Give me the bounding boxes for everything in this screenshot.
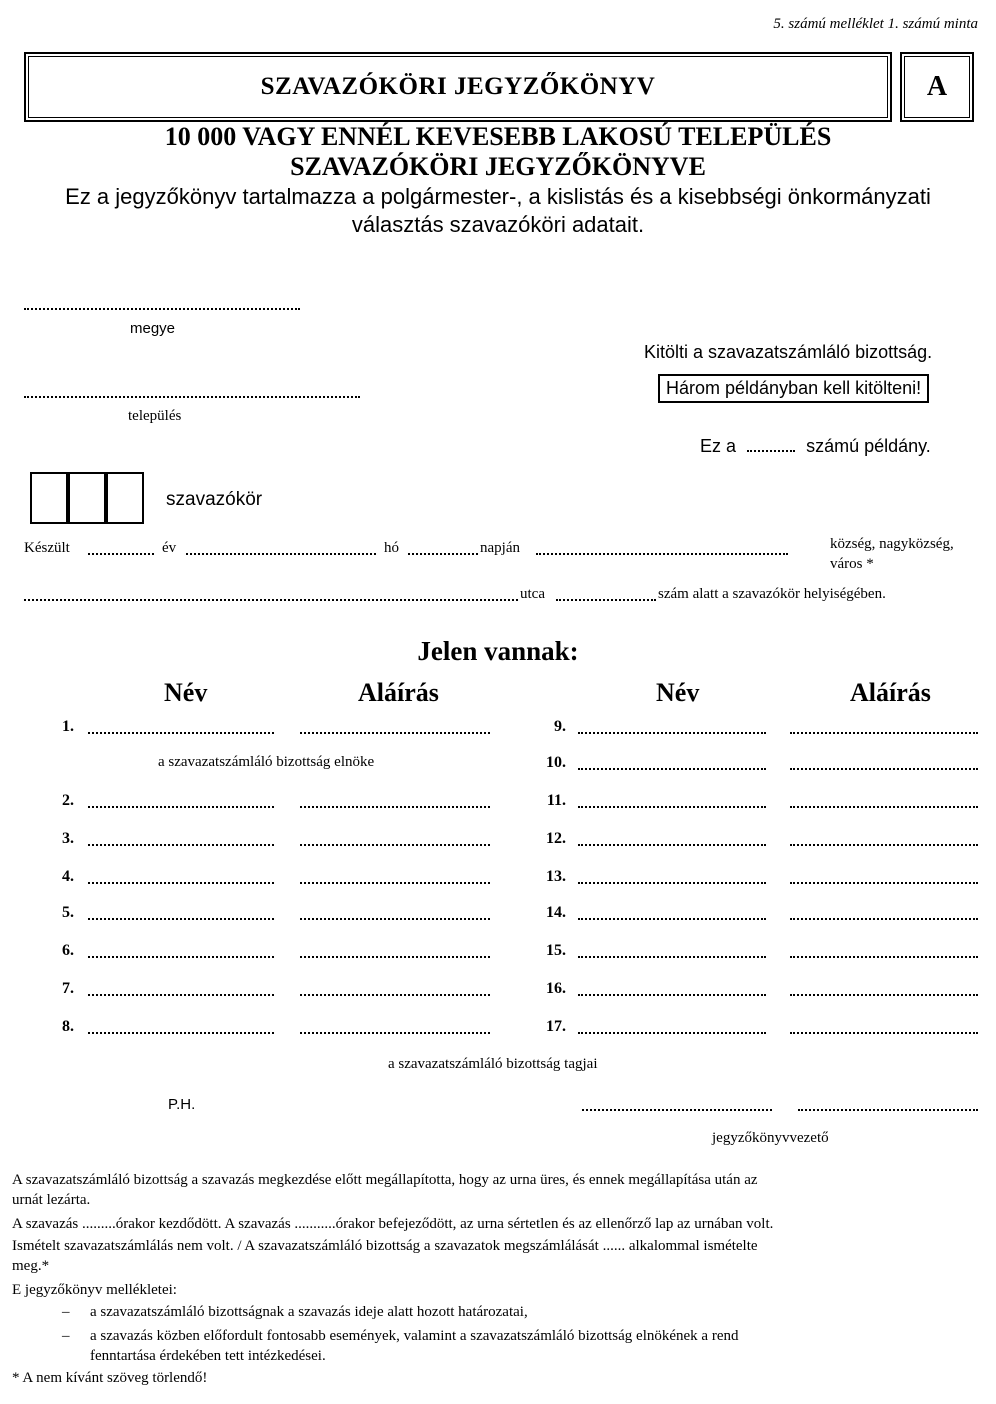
footnote: * A nem kívánt szöveg törlendő! bbox=[12, 1370, 208, 1386]
year-field[interactable] bbox=[88, 553, 154, 555]
recorder-caption: jegyzőkönyvvezető bbox=[712, 1130, 829, 1146]
house-number-field[interactable] bbox=[556, 599, 656, 601]
precinct-digit-3[interactable] bbox=[106, 472, 144, 524]
members-caption: a szavazatszámláló bizottság tagjai bbox=[388, 1056, 598, 1072]
member-name-field[interactable] bbox=[88, 844, 274, 846]
row-number: 9. bbox=[554, 718, 566, 735]
three-copies-note: Három példányban kell kitölteni! bbox=[658, 374, 929, 403]
subtitle-line-2: SZAVAZÓKÖRI JEGYZŐKÖNYVE bbox=[290, 152, 706, 181]
member-signature-field[interactable] bbox=[790, 918, 978, 920]
form-title: SZAVAZÓKÖRI JEGYZŐKÖNYV bbox=[24, 52, 892, 122]
attachment-dash-2: – bbox=[62, 1328, 70, 1344]
member-signature-field[interactable] bbox=[300, 1032, 490, 1034]
member-signature-field[interactable] bbox=[790, 1032, 978, 1034]
recorder-signature-field[interactable] bbox=[798, 1109, 978, 1111]
annex-note: 5. számú melléklet 1. számú minta bbox=[773, 16, 978, 32]
member-name-field[interactable] bbox=[88, 956, 274, 958]
precinct-digit-2[interactable] bbox=[68, 472, 106, 524]
street-field[interactable] bbox=[24, 599, 518, 601]
megye-field[interactable] bbox=[24, 308, 300, 310]
intro-line-1: Ez a jegyzőkönyv tartalmazza a polgármester-, a kislistás és a kisebbségi önkormányzati bbox=[65, 184, 931, 209]
member-signature-field[interactable] bbox=[790, 844, 978, 846]
row-number: 8. bbox=[62, 1018, 74, 1035]
member-name-field[interactable] bbox=[578, 882, 766, 884]
row-number: 7. bbox=[62, 980, 74, 997]
member-signature-field[interactable] bbox=[790, 956, 978, 958]
para-recount bbox=[12, 1236, 984, 1276]
attachment-2-line-1: a szavazás közben előfordult fontosabb események, valamint a szavazatszámláló bizottság elnökének a rend bbox=[90, 1328, 739, 1344]
member-signature-field[interactable] bbox=[300, 844, 490, 846]
day-field[interactable] bbox=[408, 553, 478, 555]
utca-label: utca bbox=[520, 586, 545, 602]
szavazokor-label: szavazókör bbox=[166, 489, 263, 510]
col-name-left: Név bbox=[164, 678, 208, 707]
member-signature-field[interactable] bbox=[300, 806, 490, 808]
ho-label: hó bbox=[384, 540, 399, 556]
member-name-field[interactable] bbox=[578, 768, 766, 770]
row-number: 15. bbox=[546, 942, 566, 959]
szam-alatt-label: szám alatt a szavazókör helyiségében. bbox=[658, 586, 886, 602]
member-name-field[interactable] bbox=[88, 918, 274, 920]
recorder-name-field[interactable] bbox=[582, 1109, 772, 1111]
col-name-right: Név bbox=[656, 678, 700, 707]
copy-prefix: Ez a bbox=[700, 436, 737, 456]
member-name-field[interactable] bbox=[88, 732, 274, 734]
member-name-field[interactable] bbox=[578, 1032, 766, 1034]
member-name-field[interactable] bbox=[578, 918, 766, 920]
member-signature-field[interactable] bbox=[790, 994, 978, 996]
attachment-2 bbox=[90, 1326, 980, 1366]
subtitle-line-1: 10 000 VAGY ENNÉL KEVESEBB LAKOSÚ TELEPÜLÉS bbox=[164, 122, 832, 151]
para-urn-check-line-1: A szavazatszámláló bizottság a szavazás megkezdése előtt megállapította, hogy az urna üres, és ennek megállapítása után az bbox=[12, 1172, 758, 1188]
member-signature-field[interactable] bbox=[300, 882, 490, 884]
member-signature-field[interactable] bbox=[790, 732, 978, 734]
row-number: 16. bbox=[546, 980, 566, 997]
row-number: 14. bbox=[546, 904, 566, 921]
attachment-dash-1: – bbox=[62, 1304, 70, 1320]
copy-number-field[interactable] bbox=[747, 450, 795, 452]
col-signature-left: Aláírás bbox=[358, 678, 439, 707]
month-field[interactable] bbox=[186, 553, 376, 555]
intro-line-2: választás szavazóköri adatait. bbox=[351, 212, 645, 237]
member-signature-field[interactable] bbox=[300, 994, 490, 996]
row-number: 13. bbox=[546, 868, 566, 885]
ev-label: év bbox=[162, 540, 177, 556]
attachments-heading: E jegyzőkönyv mellékletei: bbox=[12, 1282, 177, 1298]
member-signature-field[interactable] bbox=[300, 732, 490, 734]
row-number: 11. bbox=[546, 792, 566, 809]
row-number: 3. bbox=[62, 830, 74, 847]
member-name-field[interactable] bbox=[88, 994, 274, 996]
megye-label: megye bbox=[130, 320, 176, 337]
member-name-field[interactable] bbox=[578, 732, 766, 734]
copy-suffix: számú példány. bbox=[806, 436, 931, 456]
stamp-placeholder: P.H. bbox=[168, 1096, 196, 1113]
attachment-1: a szavazatszámláló bizottságnak a szavazás ideje alatt hozott határozatai, bbox=[90, 1304, 528, 1320]
row-number: 2. bbox=[62, 792, 74, 809]
member-name-field[interactable] bbox=[578, 844, 766, 846]
attachment-2-line-2: fenntartása érdekében tett intézkedései. bbox=[90, 1348, 326, 1364]
row-number: 6. bbox=[62, 942, 74, 959]
row-number: 17. bbox=[546, 1018, 566, 1035]
copy-number-line bbox=[700, 436, 931, 457]
locality-field[interactable] bbox=[536, 553, 788, 555]
chair-caption: a szavazatszámláló bizottság elnöke bbox=[158, 754, 375, 770]
member-name-field[interactable] bbox=[578, 806, 766, 808]
row-number: 4. bbox=[62, 868, 74, 885]
telepules-label: település bbox=[128, 408, 182, 424]
col-signature-right: Aláírás bbox=[850, 678, 931, 707]
row-number: 1. bbox=[62, 718, 74, 735]
telepules-field[interactable] bbox=[24, 396, 360, 398]
member-name-field[interactable] bbox=[578, 956, 766, 958]
row-number: 5. bbox=[62, 904, 74, 921]
napjan-label: napján bbox=[480, 540, 520, 556]
varos-label: város * bbox=[830, 556, 874, 572]
member-name-field[interactable] bbox=[88, 1032, 274, 1034]
row-number: 12. bbox=[546, 830, 566, 847]
member-signature-field[interactable] bbox=[790, 882, 978, 884]
member-name-field[interactable] bbox=[578, 994, 766, 996]
keszult-label: Készült bbox=[24, 540, 70, 556]
member-signature-field[interactable] bbox=[300, 956, 490, 958]
para-urn-check-line-2: urnát lezárta. bbox=[12, 1192, 91, 1208]
member-signature-field[interactable] bbox=[790, 768, 978, 770]
para-recount-line-1: Ismételt szavazatszámlálás nem volt. / A szavazatszámláló bizottság a szavazatok megszámlálását ...... alkalommal ismételte bbox=[12, 1238, 758, 1254]
member-signature-field[interactable] bbox=[300, 918, 490, 920]
member-name-field[interactable] bbox=[88, 806, 274, 808]
para-urn-check bbox=[12, 1170, 984, 1210]
precinct-digit-1[interactable] bbox=[30, 472, 68, 524]
para-recount-line-2: meg.* bbox=[12, 1258, 50, 1274]
form-letter-box: A bbox=[900, 52, 974, 122]
para-voting-times: A szavazás .........órakor kezdődött. A szavazás ...........órakor befejeződött, az urna sértetlen és az ellenőrző lap az urnában volt. bbox=[12, 1216, 774, 1232]
member-name-field[interactable] bbox=[88, 882, 274, 884]
kozseg-label: község, nagyközség, bbox=[830, 536, 954, 552]
present-heading: Jelen vannak: bbox=[417, 636, 579, 666]
filled-by-note: Kitölti a szavazatszámláló bizottság. bbox=[644, 342, 933, 362]
member-signature-field[interactable] bbox=[790, 806, 978, 808]
row-number: 10. bbox=[546, 754, 566, 771]
